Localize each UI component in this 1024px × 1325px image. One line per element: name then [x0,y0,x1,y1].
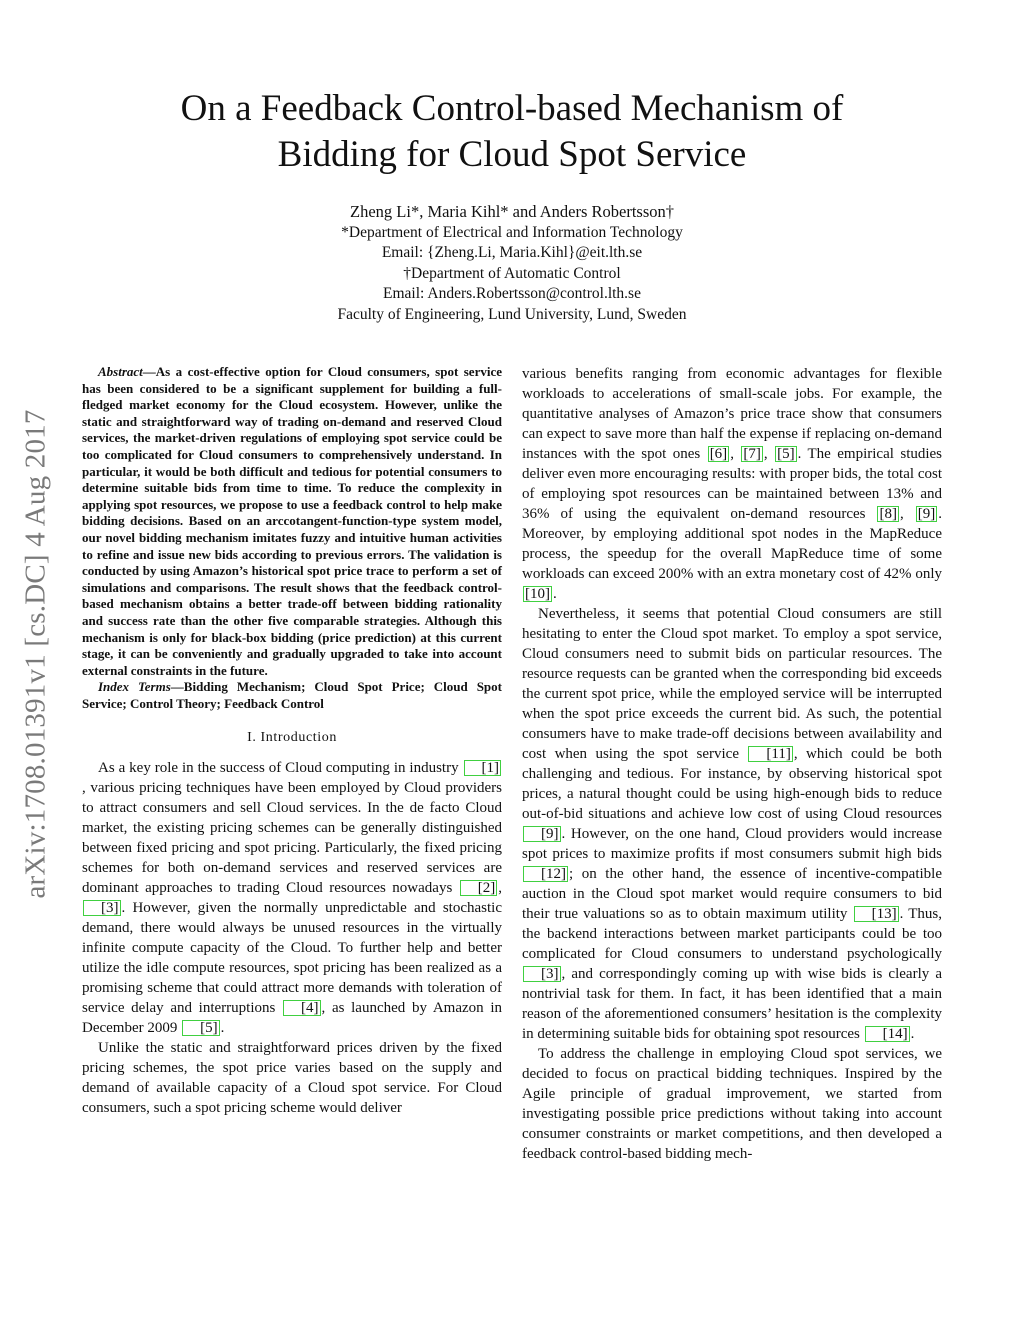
section-heading-introduction: I. Introduction [247,730,337,746]
abstract-text: —As a cost-effective option for Cloud consumers, spot service has been considered to be a significant supplement for building a full-fledged market economy for the Cloud ecosystem. However, unlike the static and straightforward way of trading on-demand and reserved Cloud services, the market-driven regulations of employing spot service could be too complicated for Cloud consumers to comprehensively understand. In particular, it would be both difficult and tedious for potential consumers to determine suitable bids from time to time. To reduce the complexity in applying spot resources, we propose to use a feedback control to help make bidding decisions. Based on an arccotangent-function-type system model, our novel bidding mechanism imitates fuzzy and intuitive human activities to refine and issue new bids according to previous errors. The validation is conducted by using Amazon’s historical spot price trace to perform a set of simulations and comparisons. The result shows that the feedback control-based mechanism obtains a better trade-off between bidding rationality and success rate than the other five comparable strategies. Although this mechanism is only for black-box bidding (price prediction) at this current stage, it can be conveniently and gradually upgraded to take into account external constraints in the future. [82,364,502,678]
text-run: , and correspondingly coming up with wise bids is clearly a nontrivial task for them. In fact, it has been identified that a main reason of the aforementioned consumers’ hesitation is the complexity in determining suitable bids for obtaining spot resources [522,966,942,1042]
text-run: As a key role in the success of Cloud computing in industry [98,760,463,777]
text-run: , [763,446,775,462]
affiliation-line: *Department of Electrical and Information Technology [341,223,683,241]
citation-link[interactable]: [12] [523,866,568,882]
citation-link[interactable]: [14] [865,1026,910,1042]
text-run: , [899,506,915,522]
left-column [82,364,502,1118]
citation-link[interactable]: [9] [523,826,561,842]
text-run: . However, on the one hand, Cloud providers would increase spot prices to maximize profits if most consumers submit high bids [522,826,942,862]
right-paragraph-3: To address the challenge in employing Cloud spot services, we decided to focus on practical bidding techniques. Inspired by the Agile principle of gradual improvement, we started from investigating possible price predictions without taking into account consumer constraints or market competitions, and then developed a feedback control-based bidding mech- [522,1046,942,1162]
text-run: , various pricing techniques have been employed by Cloud providers to attract consumers and sell Cloud services. In the de facto Cloud market, the existing pricing schemes can be generally distinguished between fixed pricing and spot pricing. Particularly, the fixed pricing schemes for both on-demand services and reserved services are dominant approaches to trading Cloud resources nowadays [82,780,502,897]
citation-link[interactable]: [13] [854,906,899,922]
intro-paragraph-2: Unlike the static and straightforward prices driven by the fixed pricing schemes, the spot price varies based on the supply and demand of available capacity of a Cloud spot service. For Cloud consumers, such a spot pricing scheme would deliver [82,1040,502,1117]
citation-link[interactable]: [2] [460,880,498,896]
text-run: . However, given the normally unpredictable and stochastic demand, there would always be unused resources in the virtually infinite compute capacity of the Cloud. To further help and better utilize the idle compute resources, spot pricing has been realized as a promising scheme that could attract more demands with toleration of service delay and interruptions [82,900,502,1017]
right-paragraph-1 [522,364,942,604]
affiliation-email: Email: Anders.Robertsson@control.lth.se [383,285,641,302]
citation-link[interactable]: [3] [523,966,561,982]
citation-link[interactable]: [3] [83,900,121,916]
intro-paragraph-1 [82,758,502,1038]
title-line-1: On a Feedback Control-based Mechanism of [180,88,844,129]
text-run: Nevertheless, it seems that potential Cloud consumers are still hesitating to enter the Cloud spot market. To employ a spot service, Cloud consumers need to submit bids on particular resources. The resource requests can be granted when the corresponding bid exceeds the current spot price, while the employed service will be interrupted when the spot price exceeds the current bid. As such, the potential consumers have to make trade-off decisions between availability and cost when using the spot service [522,606,942,762]
citation-link[interactable]: [7] [743,446,761,462]
text-run: ; on the other hand, the essence of incentive-compatible auction in the Cloud spot market would require consumers to bid their true valuations so as to obtain maximum utility [522,866,942,922]
right-paragraph-2 [522,604,942,1044]
citation-link[interactable]: [8] [879,506,897,522]
abstract-label: Abstract [98,364,143,379]
text-run: various benefits ranging from economic advantages for flexible workloads to accelerations of small-scale jobs. For example, the quantitative analyses of Amazon’s price trace show that consumers can expect to save more than half the expense if replacing on-demand instances with the spot ones [522,366,942,462]
citation-link[interactable]: [4] [283,1000,321,1016]
index-terms-text: —Bidding Mechanism; Cloud Spot Price; Cloud Spot Service; Control Theory; Feedback Control [82,679,502,711]
affiliation-line: Faculty of Engineering, Lund University, Lund, Sweden [337,305,687,323]
text-run: . Moreover, by employing additional spot nodes in the MapReduce process, the speedup for the overall MapReduce time of some workloads can exceed 200% with an extra monetary cost of 42% only [522,506,942,582]
citation-link[interactable]: [6] [709,446,728,462]
citation-link[interactable]: [9] [917,506,936,522]
citation-link[interactable]: [1] [464,760,502,776]
text-run: , [730,446,741,462]
text-run: . Thus, the backend interactions between market participants could be too complicated for Cloud consumers to understand psychologically [522,906,943,962]
affiliation-email: Email: {Zheng.Li, Maria.Kihl}@eit.lth.se [381,244,643,261]
citation-link[interactable]: [11] [748,746,792,762]
paper-title [80,86,944,178]
arxiv-sidebar [6,352,66,957]
affiliation-line: †Department of Automatic Control [403,264,621,282]
citation-link[interactable]: [5] [182,1020,220,1036]
author-block [80,202,944,325]
title-line-2: Bidding for Cloud Spot Service [277,134,747,175]
arxiv-identifier: arXiv:1708.01391v1 [cs.DC] 4 Aug 2017 [19,409,52,899]
text-run: , which could be both challenging and tedious. For instance, by observing historical spot prices, a natural thought could be using high-enough bids to reduce out-of-bid situations and achieve low cost of using Cloud resources [522,746,942,822]
text-run: . The empirical studies deliver even more encouraging results: with proper bids, the total cost of employing spot resources can be maintained between 13% and 36% of using the equivalent on-demand resources [522,446,943,522]
text-run: . [553,586,557,602]
citation-link[interactable]: [10] [525,586,550,602]
text-run: . [910,1026,915,1042]
author-names: Zheng Li*, Maria Kihl* and Anders Robertsson† [350,202,674,221]
text-run: , [498,880,502,897]
index-terms [82,679,502,712]
index-terms-label: Index Terms [98,679,171,695]
right-column [522,364,942,1164]
citation-link[interactable]: [5] [777,446,795,462]
text-run: . [220,1020,225,1037]
text-run: , as launched by Amazon in December 2009 [82,1000,502,1037]
abstract [82,364,502,679]
